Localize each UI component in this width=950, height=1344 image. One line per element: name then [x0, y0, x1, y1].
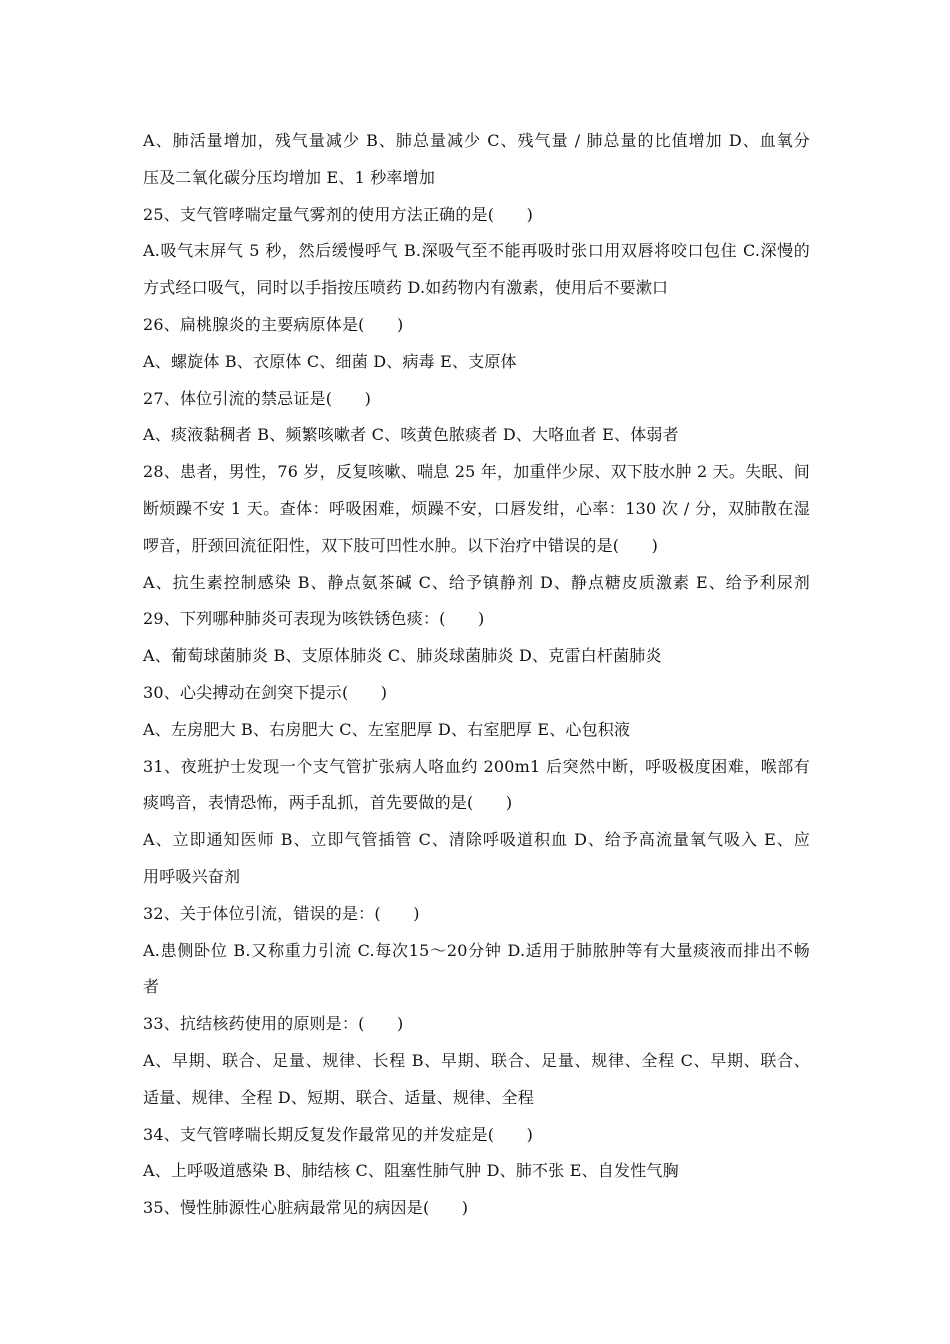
option-line-q25-a: A.吸气末屏气 5 秒，然后缓慢呼气 B.深吸气至不能再吸时张口用双唇将咬口包住 C.深慢的	[143, 241, 810, 261]
question-28-line-3: 啰音，肝颈回流征阳性，双下肢可凹性水肿。以下治疗中错误的是( )	[143, 535, 659, 555]
question-28-line-1: 28、患者，男性，76 岁，反复咳嗽、喘息 25 年，加重伴少尿、双下肢水肿 2 天。失眠、间	[143, 462, 810, 482]
option-line-q24-a: A、肺活量增加，残气量减少 B、肺总量减少 C、残气量 / 肺总量的比值增加 D、血氧分	[143, 131, 810, 150]
option-line-q28: A、抗生素控制感染 B、静点氨茶碱 C、给予镇静剂 D、静点糖皮质激素 E、给予利尿剂	[143, 572, 810, 592]
question-29: 29、下列哪种肺炎可表现为咳铁锈色痰：( )	[143, 609, 485, 629]
option-line-q31-b: 用呼吸兴奋剂	[143, 866, 241, 886]
option-line-q34: A、上呼吸道感染 B、肺结核 C、阻塞性肺气肿 D、肺不张 E、自发性气胸	[143, 1161, 679, 1181]
question-32: 32、关于体位引流，错误的是：( )	[143, 903, 420, 923]
question-31-line-1: 31、夜班护士发现一个支气管扩张病人咯血约 200m1 后突然中断，呼吸极度困难，喉部有	[143, 756, 810, 776]
option-line-q24-b: 压及二氧化碳分压均增加 E、1 秒率增加	[143, 167, 436, 187]
question-33: 33、抗结核药使用的原则是：( )	[143, 1014, 404, 1034]
option-line-q25-b: 方式经口吸气，同时以手指按压喷药 D.如药物内有激素，使用后不要漱口	[143, 278, 669, 298]
option-line-q33-b: 适量、规律、全程 D、短期、联合、适量、规律、全程	[143, 1087, 534, 1107]
question-34: 34、支气管哮喘长期反复发作最常见的并发症是( )	[143, 1124, 534, 1144]
question-28-line-2: 断烦躁不安 1 天。查体：呼吸困难，烦躁不安，口唇发绀，心率：130 次 / 分，双肺散在湿	[143, 498, 810, 518]
question-27: 27、体位引流的禁忌证是( )	[143, 388, 372, 408]
option-line-q26: A、螺旋体 B、衣原体 C、细菌 D、病毒 E、支原体	[143, 351, 517, 371]
question-25: 25、支气管哮喘定量气雾剂的使用方法正确的是( )	[143, 204, 534, 224]
option-line-q29: A、葡萄球菌肺炎 B、支原体肺炎 C、肺炎球菌肺炎 D、克雷白杆菌肺炎	[143, 646, 662, 666]
option-line-q31-a: A、立即通知医师 B、立即气管插管 C、清除呼吸道积血 D、给予高流量氧气吸入 E、应	[143, 830, 810, 850]
option-line-q30: A、左房肥大 B、右房肥大 C、左室肥厚 D、右室肥厚 E、心包积液	[143, 719, 631, 739]
question-31-line-2: 痰鸣音，表情恐怖，两手乱抓，首先要做的是( )	[143, 793, 513, 813]
option-line-q32-b: 者	[143, 977, 160, 997]
option-line-q27: A、痰液黏稠者 B、频繁咳嗽者 C、咳黄色脓痰者 D、大咯血者 E、体弱者	[143, 425, 679, 445]
option-line-q33-a: A、早期、联合、足量、规律、长程 B、早期、联合、足量、规律、全程 C、早期、联合、	[143, 1050, 810, 1070]
question-26: 26、扁桃腺炎的主要病原体是( )	[143, 314, 404, 334]
option-line-q32-a: A.患侧卧位 B.又称重力引流 C.每次15～20分钟 D.适用于肺脓肿等有大量痰液而排出不畅	[143, 940, 810, 960]
question-30: 30、心尖搏动在剑突下提示( )	[143, 682, 388, 702]
question-35: 35、慢性肺源性心脏病最常见的病因是( )	[143, 1198, 469, 1218]
